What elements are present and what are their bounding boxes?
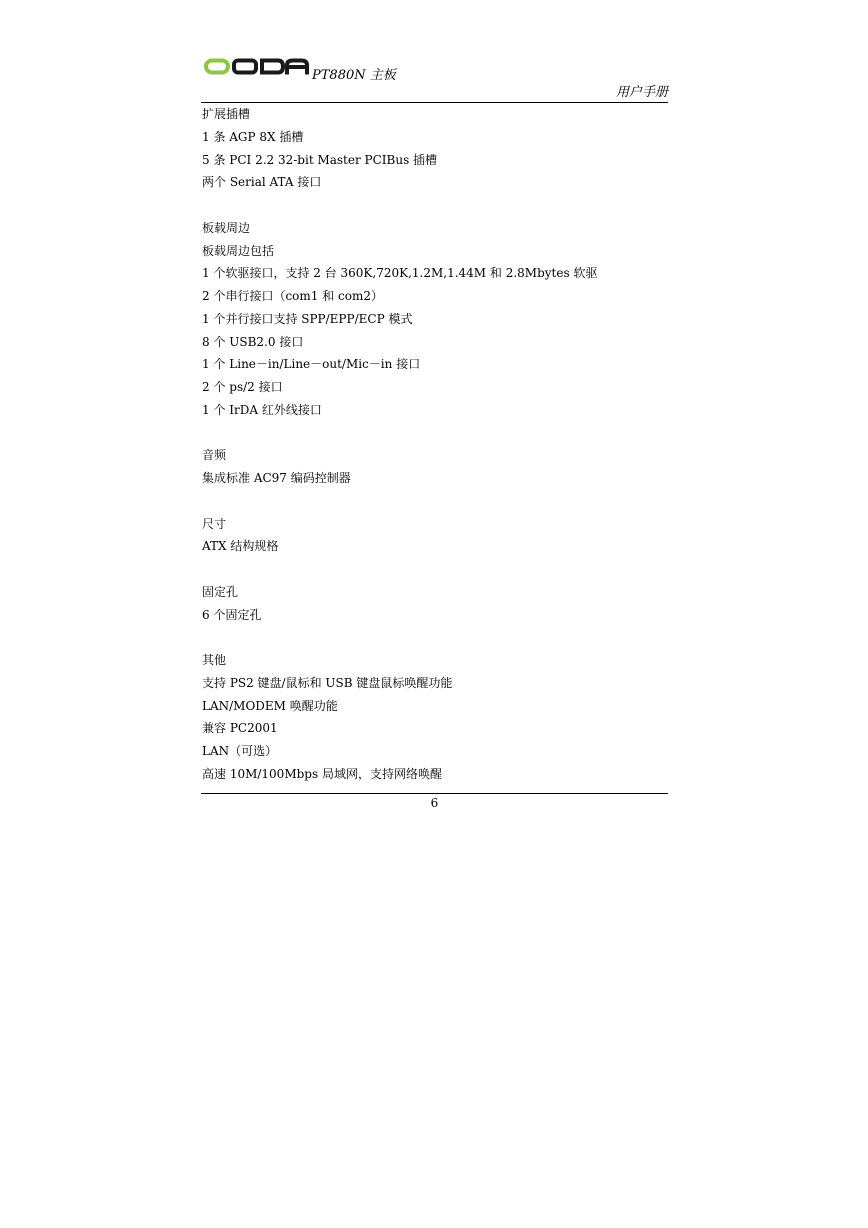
section-title: 扩展插槽 [202,107,251,121]
section-title: 其他 [202,653,227,667]
spec-line: ATX 结构规格 [202,539,279,554]
section-title: 音频 [202,448,227,463]
section-expansion-slots [202,103,668,194]
spec-line: 1 个 IrDA 红外线接口 [202,402,322,417]
footer-rule [201,793,668,794]
spec-line: 8 个 USB2.0 接口 [202,334,304,349]
page-number: 6 [430,796,439,810]
model-title: PT880N 主板 [312,68,396,83]
onda-logo [203,57,309,77]
spec-line: 高速 10M/100Mbps 局域网，支持网络唤醒 [202,766,442,781]
section-mounting-holes [202,581,668,627]
spec-content [202,103,668,786]
section-title: 固定孔 [202,584,239,599]
logo-letter-d [262,61,283,73]
spec-line: 1 个并行接口支持 SPP/EPP/ECP 模式 [202,311,413,326]
spec-line: LAN（可选） [202,744,278,758]
page-header [201,52,668,103]
section-title: 尺寸 [202,516,227,531]
spec-line: LAN/MODEM 唤醒功能 [202,698,338,713]
spec-line: 2 个串行接口（com1 和 com2） [202,289,383,303]
section-title: 板载周边 [202,220,251,235]
spec-line: 板载周边包括 [202,243,275,258]
logo-letter-a [287,61,307,75]
spec-line: 1 条 AGP 8X 插槽 [202,129,304,144]
section-other [202,649,668,786]
spec-line: 1 个软驱接口，支持 2 台 360K,720K,1.2M,1.44M 和 2.8Mbytes 软驱 [202,266,598,281]
spec-line: 两个 Serial ATA 接口 [202,175,322,190]
section-audio [202,444,668,490]
manual-label: 用户手册 [615,85,668,100]
spec-line: 兼容 PC2001 [202,721,278,736]
spec-line: 5 条 PCI 2.2 32-bit Master PCIBus 插槽 [202,152,438,167]
spec-line: 支持 PS2 键盘/鼠标和 USB 键盘鼠标唤醒功能 [202,675,453,690]
spec-line: 6 个固定孔 [202,607,262,622]
logo-letter-o [206,61,228,73]
spec-line: 集成标准 AC97 编码控制器 [202,471,351,485]
spec-line: 2 个 ps/2 接口 [202,380,283,394]
section-dimensions [202,513,668,559]
logo-letter-n [234,61,256,73]
section-onboard-peripherals [202,217,668,422]
spec-line: 1 个 Line－in/Line－out/Mic－in 接口 [202,357,421,372]
